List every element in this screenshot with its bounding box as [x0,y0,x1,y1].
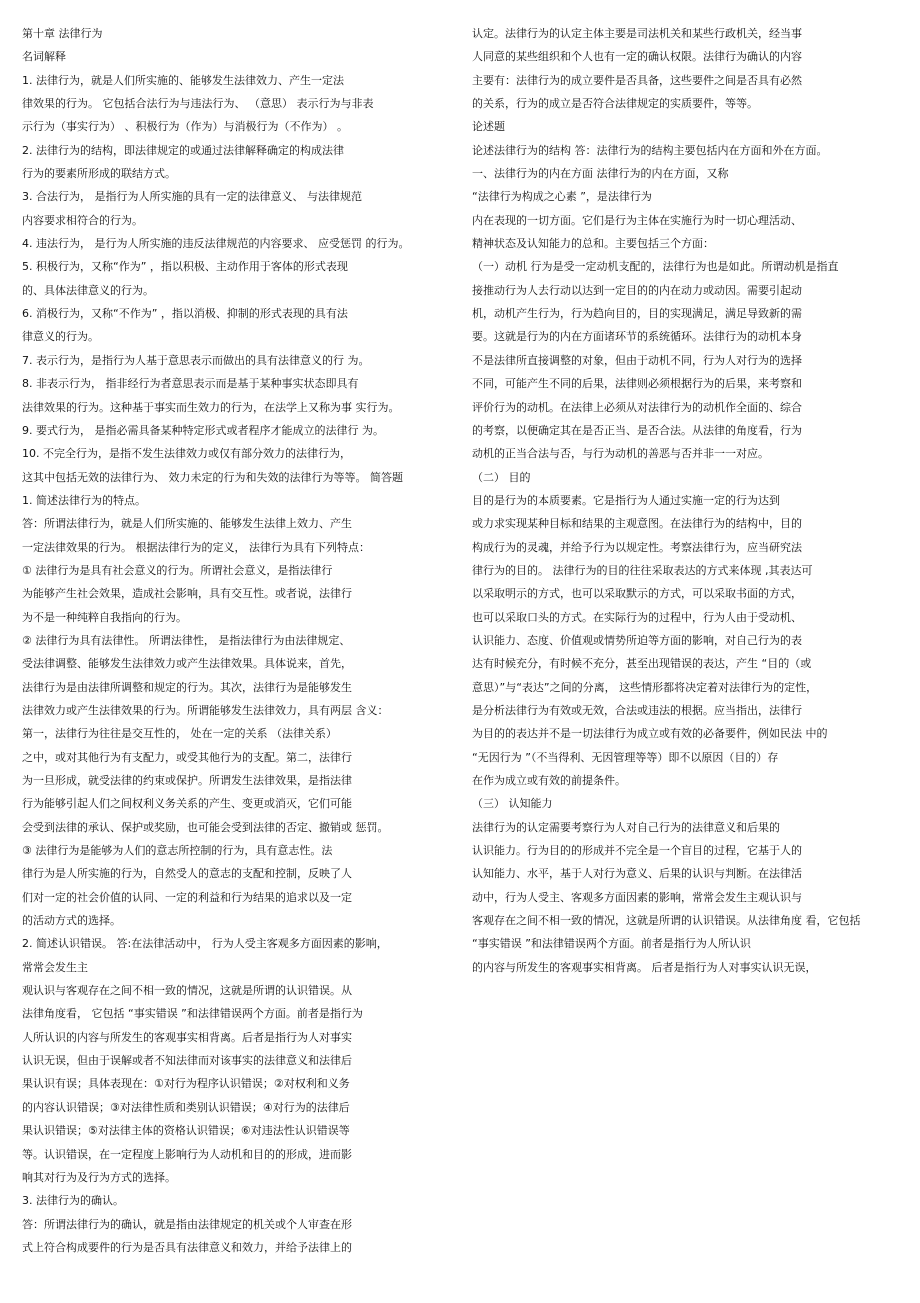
text-line: 在作为成立或有效的前提条件。 [472,774,626,787]
text-line: 认识能力。行为目的的形成并不完全是一个盲目的过程，它基于人的 [472,844,802,858]
text-line: （三） 认知能力 [472,797,553,811]
text-line: 4. 违法行为， 是行为人所实施的违反法律规范的内容要求、 应受惩罚 的行为。 [22,237,410,251]
text-line: 人同意的某些组织和个人也有一定的确认权限。法律行为确认的内容 [472,50,802,64]
text-line: 的内容与所发生的客观事实相背离。 后者是指行为人对事实认识无误， [472,960,817,974]
text-line: 答：所谓法律行为，就是人们所实施的、能够发生法律上效力、产生 [22,517,352,531]
text-line: 的活动方式的选择。 [22,914,121,928]
text-line: 评价行为的动机。在法律上必须从对法律行为的动机作全面的、综合 [472,400,802,414]
text-line: 法律效果的行为。这种基于事实而生效力的行为，在法学上又称为事 实行为。 [22,400,400,414]
text-line: 们对一定的社会价值的认同、一定的利益和行为结果的追求以及一定 [22,890,352,904]
text-line: 果认识有误；具体表现在：①对行为程序认识错误；②对权利和义务 [22,1077,350,1091]
text-line: 10. 不完全行为，是指不发生法律效力或仅有部分效力的法律行为， [22,447,351,461]
text-line: 律行为的目的。 法律行为的目的往往采取表达的方式来体现 ,其表达可 [472,563,813,577]
text-line: 式上符合构成要件的行为是否具有法律意义和效力，并给予法律上的 [22,1240,352,1254]
text-line: 接推动行为人去行动以达到一定目的的内在动力或动因。需要引起动 [472,283,802,297]
text-line: 示行为（事实行为） 、积极行为（作为）与消极行为（不作为） 。 [22,120,348,134]
text-line: 答：所谓法律行为的确认，就是指由法律规定的机关或个人审查在形 [22,1217,352,1231]
text-line: 法律效力或产生法律效果的行为。所谓能够发生法律效力，具有两层 含义： [22,703,389,717]
text-line: 是分析法律行为有效或无效，合法或违法的根据。应当指出，法律行 [472,703,802,717]
text-line: 会受到法律的承认、保护或奖励，也可能会受到法律的否定、撤销或 惩罚。 [22,820,389,834]
text-line: 认识无误，但由于误解或者不知法律而对该事实的法律意义和法律后 [22,1054,352,1068]
text-line: 行为能够引起人们之间权利义务关系的产生、变更或消灭，它们可能 [22,797,352,811]
text-line: 以采取明示的方式，也可以采取默示的方式，可以采取书面的方式， [472,587,802,601]
text-line: 常常会发生主 [22,960,88,974]
text-line: ② 法律行为具有法律性。 所谓法律性， 是指法律行为由法律规定、 [22,633,351,647]
text-line: 受法律调整、能够发生法律效力或产生法律效果。具体说来，首先， [22,657,352,671]
text-line: 法律行为是由法律所调整和规定的行为。其次，法律行为是能够发生 [22,680,352,694]
text-line: 目的是行为的本质要素。它是指行为人通过实施一定的行为达到 [472,493,780,507]
right-column [472,22,892,979]
text-line: 3. 合法行为， 是指行为人所实施的具有一定的法律意义、 与法律规范 [22,190,362,204]
text-line: 一定法律效果的行为。 根据法律行为的定义， 法律行为具有下列特点： [22,540,370,554]
text-line: 1. 简述法律行为的特点。 [22,493,146,507]
text-line: ③ 法律行为是能够为人们的意志所控制的行为，具有意志性。法 [22,844,333,858]
text-line: 一、法律行为的内在方面 法律行为的内在方面，又称 [472,167,729,181]
text-line: 认定。法律行为的认定主体主要是司法机关和某些行政机关，经当事 [472,27,802,40]
text-line: 动中，行为人受主、客观多方面因素的影响，常常会发生主观认识与 [472,890,802,904]
text-line: 的关系，行为的成立是否符合法律规定的实质要件，等等。 [472,97,758,111]
text-line: 响其对行为及行为方式的选择。 [22,1170,176,1184]
text-line: “事实错误 ”和法律错误两个方面。前者是指行为人所认识 [472,937,751,951]
text-line: 第十章 法律行为 [22,27,103,40]
text-line: 认知能力、水平，基于人对行为意义、后果的认识与判断。在法律活 [472,867,802,881]
text-line: 律行为是人所实施的行为，自然受人的意志的支配和控制，反映了人 [22,867,352,881]
text-line: 为能够产生社会效果，造成社会影响，具有交互性。或者说，法律行 [22,587,352,601]
text-line: 内容要求相符合的行为。 [22,213,143,227]
text-line: 的、具体法律意义的行为。 [22,283,154,297]
text-line: 法律行为的认定需要考察行为人对自己行为的法律意义和后果的 [472,820,780,834]
text-line: 的考察，以便确定其在是否正当、是否合法。从法律的角度看，行为 [472,423,802,437]
text-line: 3. 法律行为的确认。 [22,1194,124,1208]
text-line: 为目的的表达并不是一切法律行为成立或有效的必备要件，例如民法 中的 [472,727,828,741]
text-line: 达有时候充分，有时候不充分，甚至出现错误的表达，产生 “目的（或 [472,657,812,671]
text-line: 为不是一种纯粹自我指向的行为。 [22,610,187,624]
text-line: 论述法律行为的结构 答：法律行为的结构主要包括内在方面和外在方面。 [472,143,828,157]
text-line: 5. 积极行为，又称“作为” ，指以积极、主动作用于客体的形式表现 [22,260,348,274]
text-line: 之中，或对其他行为有支配力，或受其他行为的支配。第二，法律行 [22,750,352,764]
text-line: 为一旦形成，就受法律的约束或保护。所谓发生法律效果，是指法律 [22,774,352,787]
text-line: 认识能力、态度、价值观或情势所迫等方面的影响，对自己行为的表 [472,633,802,647]
text-line: 不是法律所直接调整的对象，但由于动机不同，行为人对行为的选择 [472,353,802,367]
text-line: 8. 非表示行为， 指非经行为者意思表示而是基于某种事实状态即具有 [22,377,359,391]
text-line: “无因行为 ”（不当得利、无因管理等等）即不以原因（目的）存 [472,750,779,764]
text-line: “法律行为构成之心素 ”，是法律行为 [472,190,652,204]
text-line: 1. 法律行为，就是人们所实施的、能够发生法律效力、产生一定法 [22,73,344,87]
text-line: 主要有：法律行为的成立要件是否具备，这些要件之间是否具有必然 [472,73,802,87]
text-line: 或力求实现某种目标和结果的主观意图。在法律行为的结构中，目的 [472,517,802,531]
text-line: 果认识错误；⑤对法律主体的资格认识错误；⑥对违法性认识错误等 [22,1124,350,1138]
text-line: 意思）”与“表达”之间的分离， 这些情形都将决定着对法律行为的定性， [472,680,818,694]
left-column [22,22,442,1259]
text-line: 论述题 [472,120,505,134]
text-line: 等。认识错误，在一定程度上影响行为人动机和目的的形成，进而影 [22,1147,352,1161]
text-line: 内在表现的一切方面。它们是行为主体在实施行为时一切心理活动、 [472,213,802,227]
text-line: 行为的要素所形成的联结方式。 [22,167,176,181]
text-line: 2. 简述认识错误。 答:在法律活动中， 行为人受主客观多方面因素的影响， [22,937,388,951]
text-line: 2. 法律行为的结构，即法律规定的或通过法律解释确定的构成法律 [22,143,344,157]
text-line: 法律角度看， 它包括 “事实错误 ”和法律错误两个方面。前者是指行为 [22,1007,363,1021]
text-line: 这其中包括无效的法律行为、 效力未定的行为和失效的法律行为等等。 简答题 [22,470,403,484]
text-line: 精神状态及认知能力的总和。主要包括三个方面： [472,237,714,251]
text-line: 名词解释 [22,50,66,64]
text-line: 律意义的行为。 [22,330,99,344]
text-line: 也可以采取口头的方式。在实际行为的过程中，行为人由于受动机、 [472,610,802,624]
text-line: 客观存在之间不相一致的情况，这就是所谓的认识错误。从法律角度 看，它包括 [472,914,861,928]
text-line: 观认识与客观存在之间不相一致的情况，这就是所谓的认识错误。从 [22,984,352,998]
text-line: （一）动机 行为是受一定动机支配的，法律行为也是如此。所谓动机是指直 [472,260,839,274]
text-line: 第一，法律行为往往是交互性的， 处在一定的关系 （法律关系） [22,727,337,741]
text-line: 6. 消极行为，又称“不作为” ，指以消极、抑制的形式表现的具有法 [22,307,348,321]
text-line: 动机的正当合法与否，与行为动机的善恶与否并非一一对应。 [472,447,769,461]
text-line: 9. 要式行为， 是指必需具备某种特定形式或者程序才能成立的法律行 为。 [22,423,384,437]
text-line: 人所认识的内容与所发生的客观事实相背离。后者是指行为人对事实 [22,1030,352,1044]
text-line: 要。这就是行为的内在方面诸环节的系统循环。法律行为的动机本身 [472,330,802,344]
text-line: （二） 目的 [472,470,531,484]
text-line: 律效果的行为。 它包括合法行为与违法行为、 （意思） 表示行为与非表 [22,97,374,111]
text-line: 7. 表示行为，是指行为人基于意思表示而做出的具有法律意义的行 为。 [22,353,370,367]
text-line: 构成行为的灵魂，并给予行为以规定性。考察法律行为，应当研究法 [472,540,802,554]
text-line: 机，动机产生行为，行为趋向目的，目的实现满足，满足导致新的需 [472,307,802,321]
text-line: 不同，可能产生不同的后果，法律则必须根据行为的后果，来考察和 [472,377,802,391]
text-line: ① 法律行为是具有社会意义的行为。所谓社会意义，是指法律行 [22,563,333,577]
text-line: 的内容认识错误；③对法律性质和类别认识错误；④对行为的法律后 [22,1100,350,1114]
